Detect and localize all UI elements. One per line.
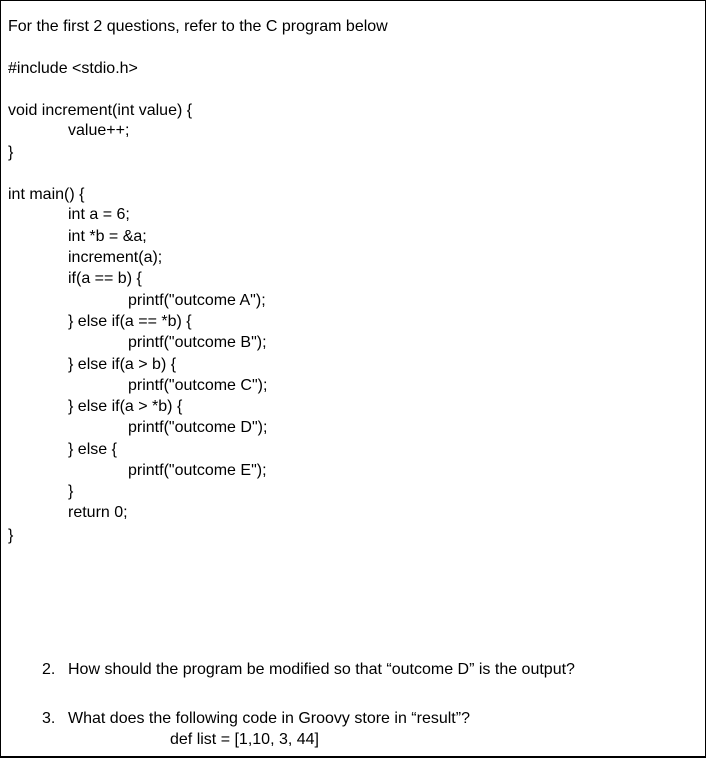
code-if-3: } else if(a > b) { (68, 356, 177, 373)
code-decl-a: int a = 6; (68, 206, 130, 223)
question-3-text: What does the following code in Groovy store in “result”? (68, 710, 470, 727)
question-3-number: 3. (42, 710, 56, 727)
code-print-e: printf("outcome E"); (128, 462, 267, 479)
code-if-1: if(a == b) { (68, 270, 142, 287)
code-include: #include <stdio.h> (8, 60, 138, 77)
groovy-code-line: def list = [1,10, 3, 44] (170, 731, 319, 748)
code-print-a: printf("outcome A"); (128, 292, 266, 309)
code-return: return 0; (68, 504, 128, 521)
code-if-4: } else if(a > *b) { (68, 398, 183, 415)
code-else: } else { (68, 441, 117, 458)
code-main-close: } (8, 527, 14, 544)
code-fn-signature: void increment(int value) { (8, 102, 193, 119)
intro-text: For the first 2 questions, refer to the C program below (8, 18, 388, 35)
code-decl-b: int *b = &a; (68, 228, 147, 245)
code-print-c: printf("outcome C"); (128, 377, 268, 394)
question-2-number: 2. (42, 661, 56, 678)
code-main-signature: int main() { (8, 186, 85, 203)
code-print-b: printf("outcome B"); (128, 334, 267, 351)
code-if-2: } else if(a == *b) { (68, 313, 192, 330)
code-fn-body: value++; (68, 122, 130, 139)
code-call-increment: increment(a); (68, 249, 163, 266)
code-print-d: printf("outcome D"); (128, 419, 268, 436)
code-inner-close: } (68, 483, 74, 500)
question-2-text: How should the program be modified so that “outcome D” is the output? (68, 661, 575, 678)
code-fn-close: } (8, 144, 14, 161)
